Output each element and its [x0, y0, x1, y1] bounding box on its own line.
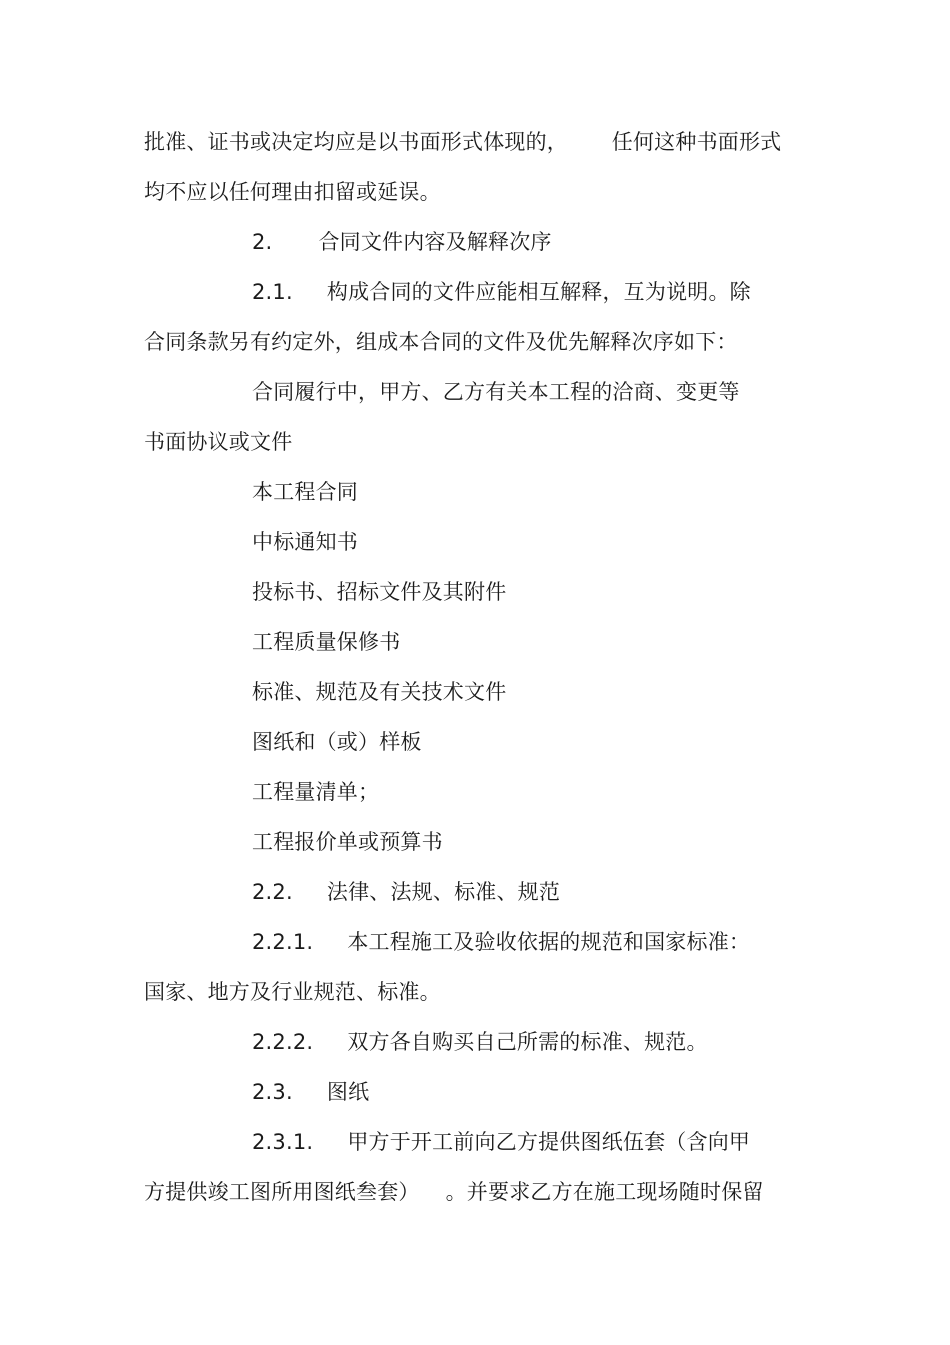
- line-text: 书面协议或文件: [144, 430, 293, 454]
- section-text: 本工程施工及验收依据的规范和国家标准：: [347, 930, 751, 954]
- section-heading-2-2-2: [252, 1029, 708, 1055]
- line-text: 任何这种书面形式: [611, 130, 782, 154]
- section-text: 甲方于开工前向乙方提供图纸伍套（含向甲: [347, 1130, 751, 1154]
- paragraph-line: [144, 129, 781, 155]
- section-number: 2.2.1.: [252, 930, 314, 954]
- list-item: [252, 829, 443, 855]
- section-number: 2.1.: [252, 280, 293, 304]
- section-heading-2-3-1: [252, 1129, 750, 1155]
- line-text: 。并要求乙方在施工现场随时保留: [445, 1180, 764, 1204]
- line-text: 本工程合同: [252, 480, 358, 504]
- section-text: 构成合同的文件应能相互解释，互为说明。除: [326, 280, 751, 304]
- section-number: 2.2.: [252, 880, 293, 904]
- line-text: 方提供竣工图所用图纸叁套）: [144, 1180, 420, 1204]
- paragraph-line: [144, 329, 738, 355]
- list-item: [252, 529, 358, 555]
- line-text: 国家、地方及行业规范、标准。: [144, 980, 441, 1004]
- line-text: 工程量清单；: [252, 780, 380, 804]
- list-item: [252, 679, 506, 705]
- line-text: 批准、证书或决定均应是以书面形式体现的，: [144, 130, 568, 154]
- section-number: 2.3.: [252, 1080, 293, 1104]
- line-text: 工程报价单或预算书: [252, 830, 443, 854]
- section-title: 法律、法规、标准、规范: [326, 880, 561, 904]
- section-heading-2-1: [252, 279, 751, 305]
- section-number: 2.2.2.: [252, 1030, 314, 1054]
- section-title: 合同文件内容及解释次序: [318, 230, 552, 254]
- list-item: [252, 629, 400, 655]
- line-text: 合同条款另有约定外，组成本合同的文件及优先解释次序如下：: [144, 330, 738, 354]
- line-text: 投标书、招标文件及其附件: [252, 580, 507, 604]
- list-item: [252, 579, 506, 605]
- list-item: [252, 479, 358, 505]
- paragraph-line: [144, 979, 441, 1005]
- section-heading-2-2-1: [252, 929, 750, 955]
- section-heading-2: [252, 229, 552, 255]
- section-text: 双方各自购买自己所需的标准、规范。: [347, 1030, 708, 1054]
- paragraph-line: [144, 429, 292, 455]
- line-text: 中标通知书: [252, 530, 358, 554]
- line-text: 标准、规范及有关技术文件: [252, 680, 507, 704]
- section-heading-2-2: [252, 879, 560, 905]
- section-number: 2.: [252, 230, 273, 254]
- section-heading-2-3: [252, 1079, 369, 1105]
- line-text: 图纸和（或）样板: [252, 730, 422, 754]
- section-title: 图纸: [326, 1080, 370, 1104]
- line-text: 工程质量保修书: [252, 630, 401, 654]
- line-text: 合同履行中，甲方、乙方有关本工程的洽商、变更等: [252, 380, 740, 404]
- list-item: [252, 379, 740, 405]
- paragraph-line: [144, 1179, 764, 1205]
- paragraph-line: [144, 179, 441, 205]
- list-item: [252, 729, 422, 755]
- line-text: 均不应以任何理由扣留或延误。: [144, 180, 441, 204]
- list-item: [252, 779, 379, 805]
- section-number: 2.3.1.: [252, 1130, 314, 1154]
